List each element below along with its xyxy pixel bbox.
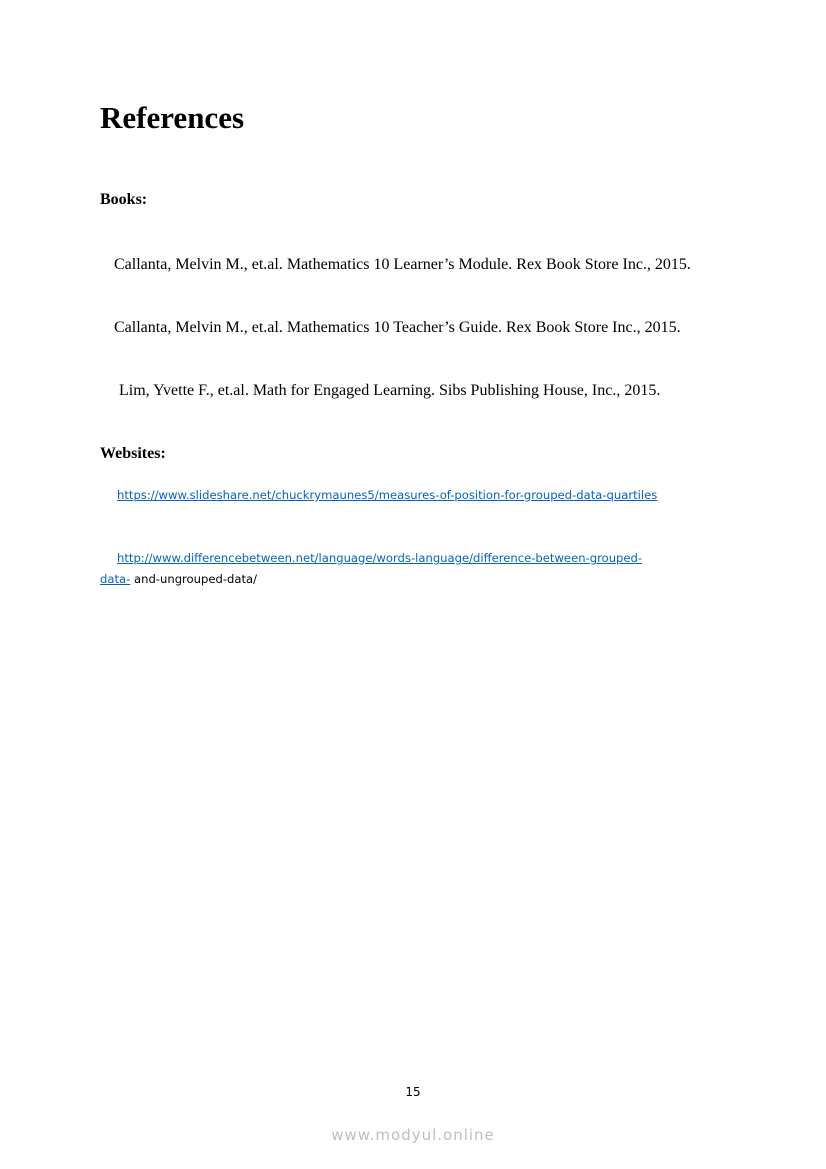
website-link[interactable]: https://www.slideshare.net/chuckrymaunes5/measures-of-position-for-grouped-data-quartiles bbox=[117, 488, 658, 502]
website-link[interactable]: http://www.differencebetween.net/language/words-language/difference-between-grouped- bbox=[117, 551, 643, 565]
watermark: www.modyul.online bbox=[331, 1126, 495, 1144]
website-reference bbox=[117, 486, 657, 504]
website-reference-line1 bbox=[117, 549, 642, 567]
website-reference-line2 bbox=[100, 570, 257, 588]
book-reference: Callanta, Melvin M., et.al. Mathematics 10 Teacher’s Guide. Rex Book Store Inc., 2015. bbox=[114, 319, 681, 336]
books-heading: Books: bbox=[100, 191, 148, 208]
website-link-continuation[interactable]: data- bbox=[100, 572, 131, 586]
page-number: 15 bbox=[405, 1085, 421, 1099]
websites-heading: Websites: bbox=[100, 445, 166, 462]
website-trailing-text: and-ungrouped-data/ bbox=[130, 572, 258, 586]
page-title: References bbox=[100, 100, 245, 135]
book-reference: Lim, Yvette F., et.al. Math for Engaged Learning. Sibs Publishing House, Inc., 2015. bbox=[119, 382, 661, 399]
book-reference: Callanta, Melvin M., et.al. Mathematics 10 Learner’s Module. Rex Book Store Inc., 2015. bbox=[114, 256, 691, 273]
